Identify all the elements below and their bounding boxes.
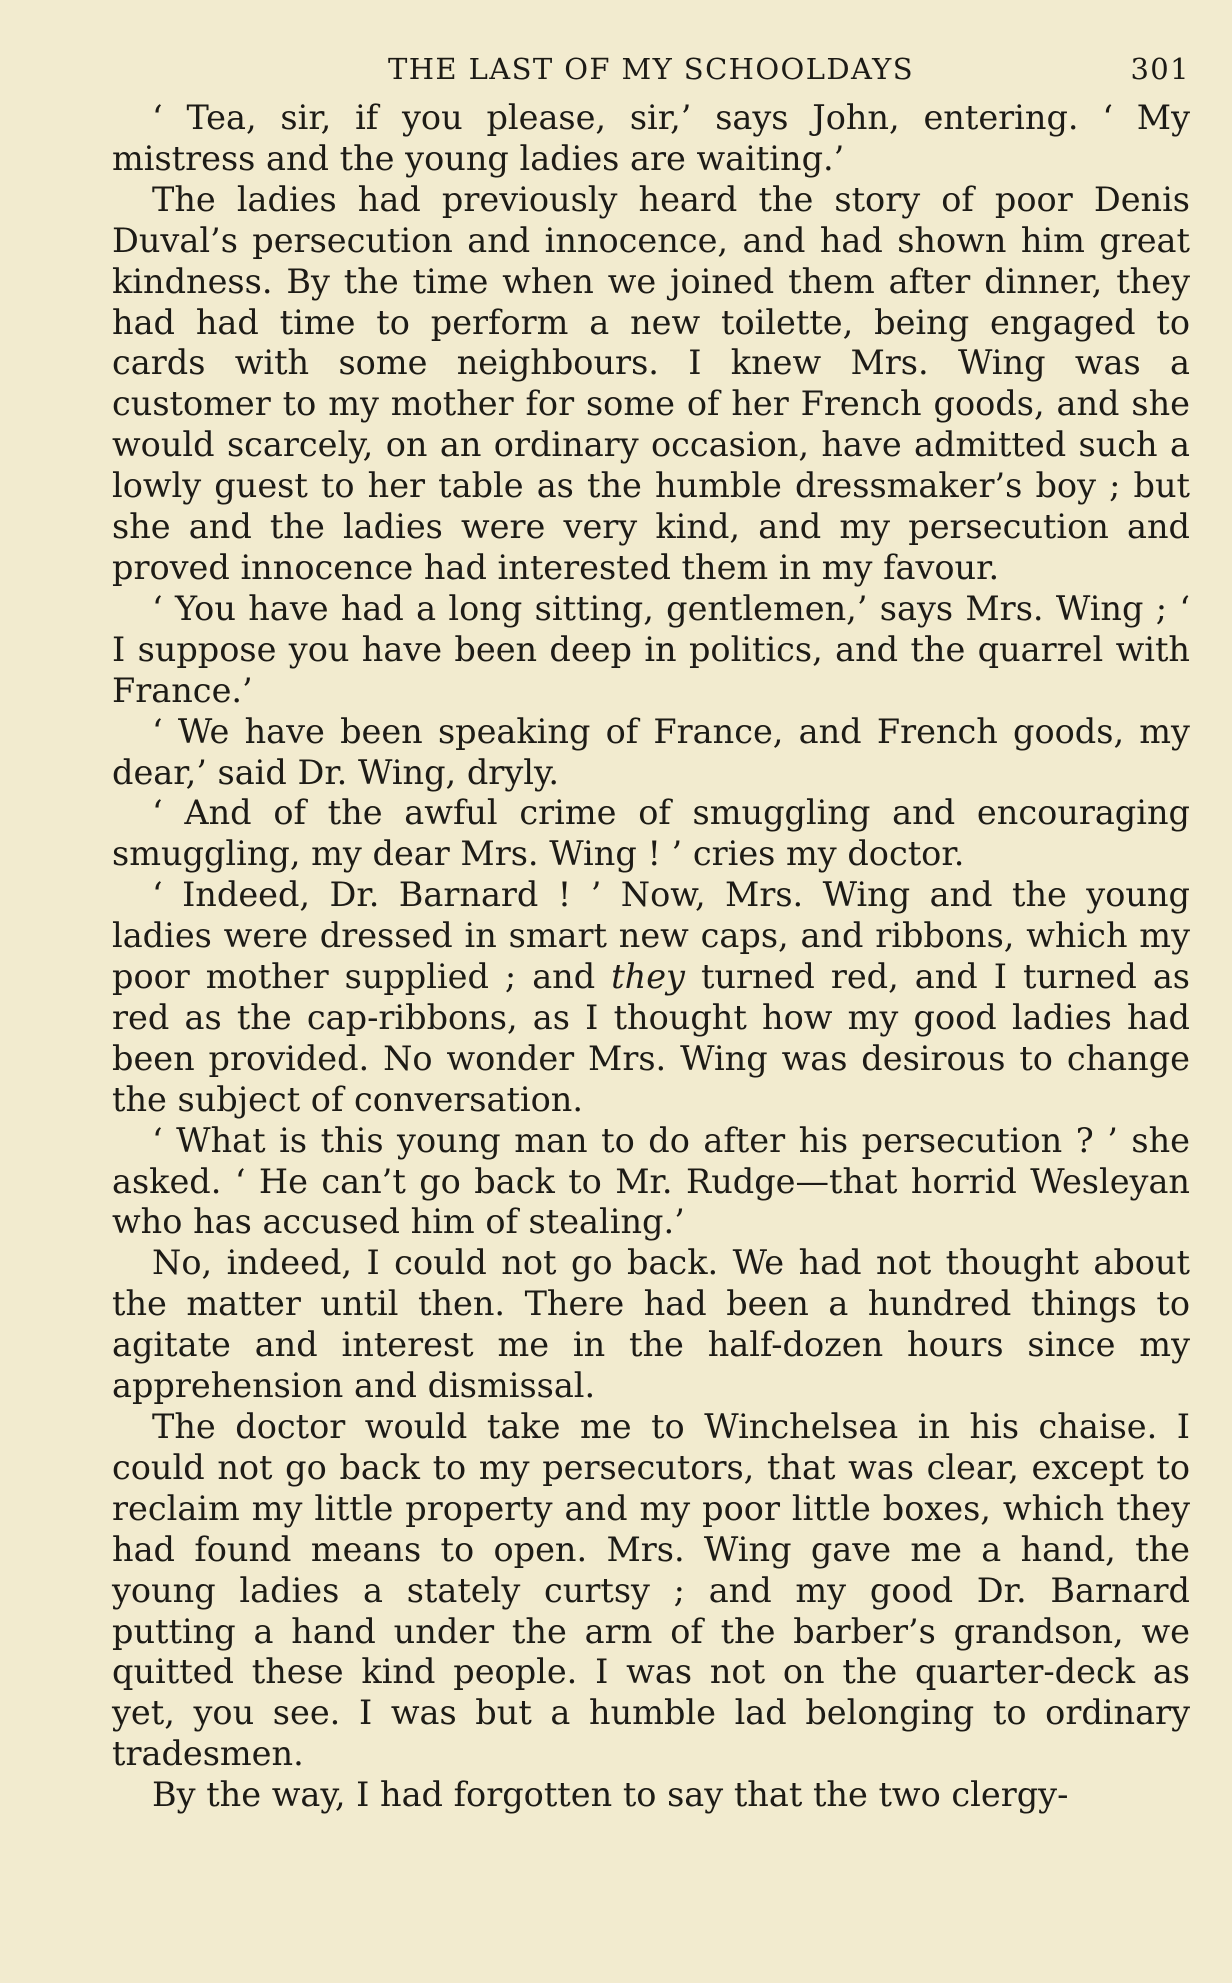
paragraph-ladies-kindness: The ladies had previously heard the story of poor Denis Duval’s persecution and innocence, and had shown him great kindness. By the time when we joined them after dinner, they had had time to perform a new toilette, being engaged to cards with some neighbours. I knew Mrs. Wing was a customer to my mother for some of her French goods, and she would scarcely, on an ordinary occasion, have admitted such a lowly guest to her table as the humble dressmaker’s boy ; but she and the ladies were very kind, and my persecution and proved innocence had interested them in my favour. — [112, 179, 1190, 587]
italic-they: they — [611, 957, 685, 997]
body-text — [112, 98, 1190, 1816]
paragraph-winchelsea: The doctor would take me to Winchelsea in his chaise. I could not go back to my persecutors, that was clear, except to reclaim my little property and my poor little boxes, which they had found means to open. Mrs. Wing gave me a hand, the young ladies a stately curtsy ; and my good Dr. Barnard putting a hand under the arm of the barber’s grandson, we quitted these kind people. I was not on the quarter-deck as yet, you see. I was but a humble lad belonging to ordinary tradesmen. — [112, 1407, 1190, 1774]
paragraph-john-tea: ‘ Tea, sir, if you please, sir,’ says John, entering. ‘ My mistress and the young ladies are waiting.’ — [112, 98, 1190, 178]
paragraph-dr-wing-reply: ‘ We have been speaking of France, and French goods, my dear,’ said Dr. Wing, dryly. — [112, 711, 1190, 792]
paragraph-mrs-wing-question: ‘ You have had a long sitting, gentlemen,’ says Mrs. Wing ; ‘ I suppose you have been deep in politics, and the quarrel with France.’ — [112, 588, 1190, 710]
cap-ribbons-text-end: turned red, and I turned as red as the cap-ribbons, as I thought how my good ladies had been provided. No wonder Mrs. Wing was desirous to change the subject of conversation. — [112, 957, 1190, 1119]
book-page — [112, 48, 1190, 1816]
cap-ribbons-text-start: ‘ Indeed, Dr. Barnard ! ’ Now, Mrs. Wing and the young ladies were dressed in smart new caps, and ribbons, which my poor mother supplied ; and — [112, 875, 1190, 997]
paragraph-young-man-question: ‘ What is this young man to do after his persecution ? ’ she asked. ‘ He can’t go back to Mr. Rudge—that horrid Wesleyan who has accused him of stealing.’ — [112, 1120, 1190, 1242]
paragraph-cap-ribbons — [112, 875, 1190, 1120]
running-head — [112, 48, 1190, 98]
paragraph-by-the-way: By the way, I had forgotten to say that the two clergy- — [152, 1775, 1069, 1815]
paragraph-smuggling-remark: ‘ And of the awful crime of smuggling and encouraging smuggling, my dear Mrs. Wing ! ’ cries my doctor. — [112, 793, 1190, 874]
running-title: THE LAST OF MY SCHOOLDAYS — [387, 52, 914, 86]
paragraph-could-not-go-back: No, indeed, I could not go back. We had not thought about the matter until then. There had been a hundred things to agitate and interest me in the half-dozen hours since my apprehension and dismissal. — [112, 1243, 1190, 1406]
page-number: 301 — [1130, 52, 1190, 86]
